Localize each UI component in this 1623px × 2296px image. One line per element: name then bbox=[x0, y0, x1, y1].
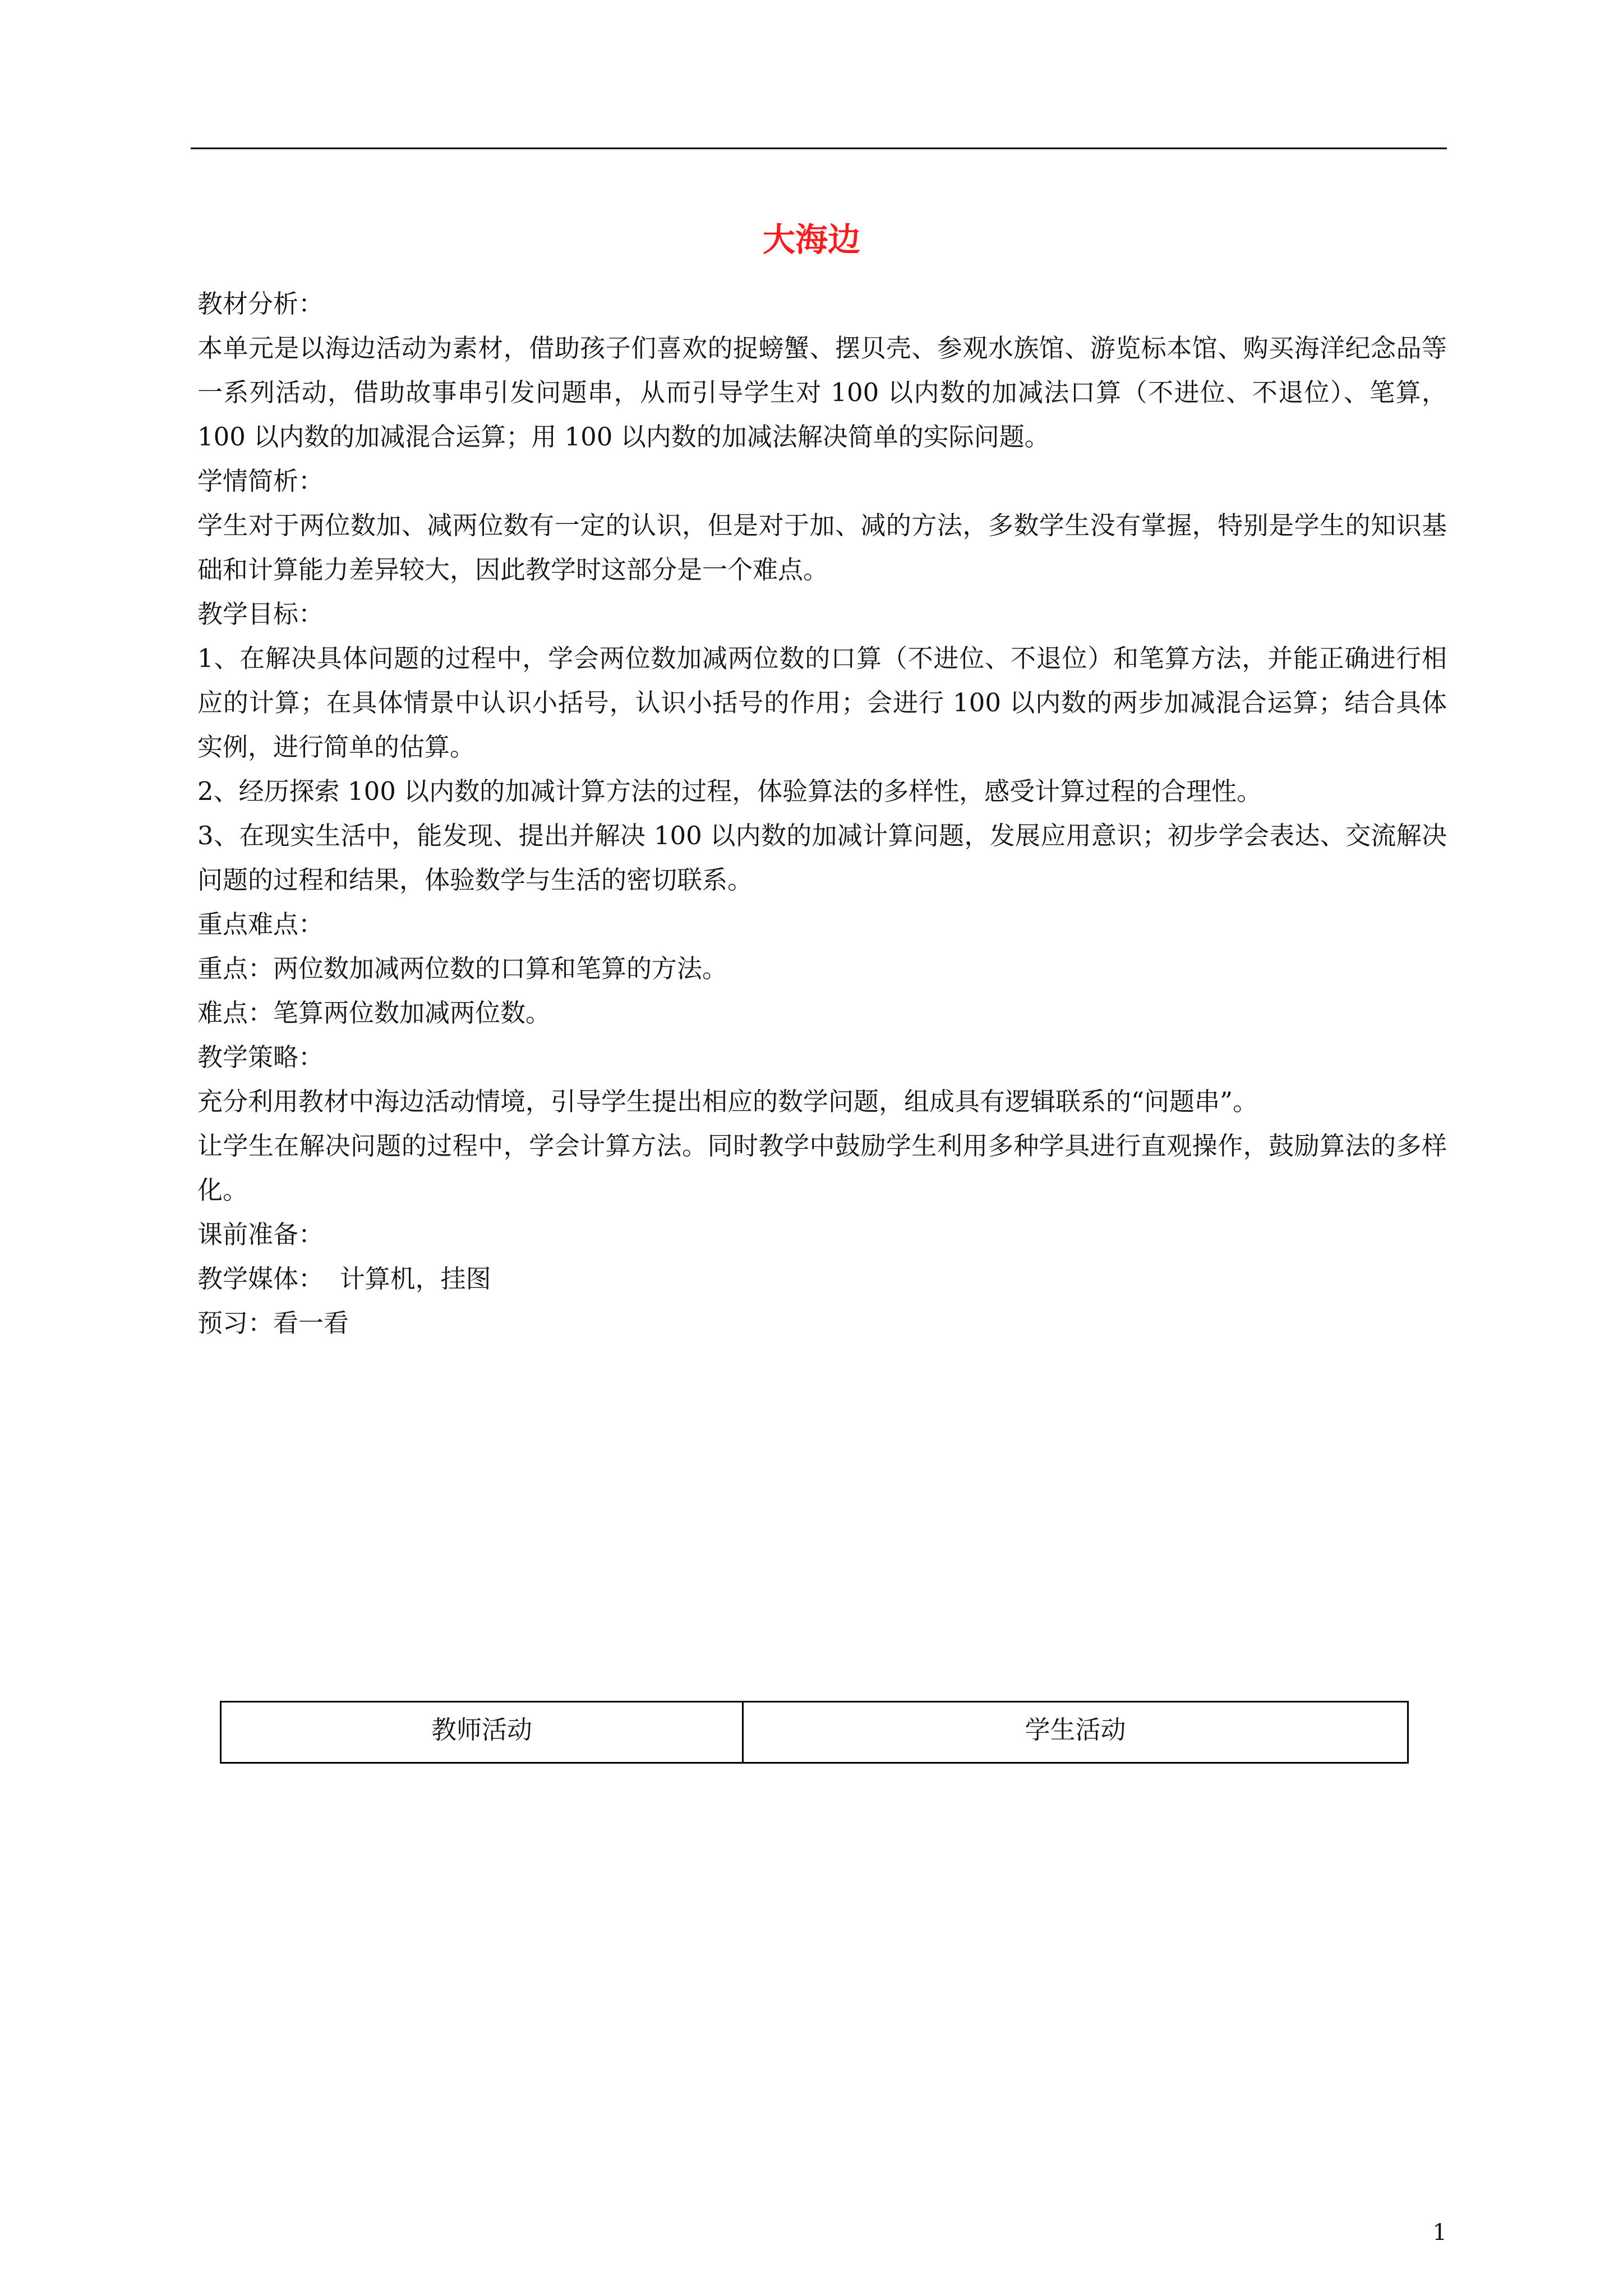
page-title: 大海边 bbox=[762, 220, 860, 259]
teaching-goal-item: 3、在现实生活中，能发现、提出并解决 100 以内数的加减计算问题，发展应用意识；初步学会表达、交流解决问题的过程和结果，体验数学与生活的密切联系。 bbox=[197, 821, 1447, 895]
key-point-difficulty: 难点：笔算两位数加减两位数。 bbox=[197, 998, 551, 1028]
material-analysis-heading: 教材分析： bbox=[197, 289, 324, 319]
material-analysis-text: 本单元是以海边活动为素材，借助孩子们喜欢的捉螃蟹、摆贝壳、参观水族馆、游览标本馆、购买海洋纪念品等一系列活动，借助故事串引发问题串，从而引导学生对 100 以内数的加减法口算（不进位、不退位）、笔算，100 以内数的加减混合运算；用 100 以内数的加减法解决简单的实际问题。 bbox=[197, 333, 1447, 452]
header-rule bbox=[191, 148, 1447, 149]
strategy-item: 让学生在解决问题的过程中，学会计算方法。同时教学中鼓励学生利用多种学具进行直观操作，鼓励算法的多样化。 bbox=[197, 1131, 1447, 1205]
teaching-goals-heading: 教学目标： bbox=[197, 599, 324, 629]
preparation-media: 教学媒体： 计算机，挂图 bbox=[197, 1264, 491, 1294]
page-number: 1 bbox=[1432, 2220, 1447, 2246]
preparation-preview: 预习：看一看 bbox=[197, 1308, 349, 1338]
teaching-goal-item: 2、经历探索 100 以内数的加减计算方法的过程，体验算法的多样性，感受计算过程的合理性。 bbox=[197, 776, 1262, 806]
table-header-row bbox=[221, 1702, 1408, 1763]
strategy-item: 充分利用教材中海边活动情境，引导学生提出相应的数学问题，组成具有逻辑联系的“问题串”。 bbox=[197, 1087, 1258, 1116]
key-point-focus: 重点：两位数加减两位数的口算和笔算的方法。 bbox=[197, 954, 728, 983]
student-analysis-heading: 学情简析： bbox=[197, 466, 324, 496]
preparation-heading: 课前准备： bbox=[197, 1220, 324, 1249]
key-points-heading: 重点难点： bbox=[197, 909, 324, 939]
activity-table bbox=[220, 1701, 1409, 1764]
teaching-goal-item: 1、在解决具体问题的过程中，学会两位数加减两位数的口算（不进位、不退位）和笔算方法，并能正确进行相应的计算；在具体情景中认识小括号，认识小括号的作用；会进行 100 以内数的两步加减混合运算；结合具体实例，进行简单的估算。 bbox=[197, 643, 1447, 762]
student-analysis-text: 学生对于两位数加、减两位数有一定的认识，但是对于加、减的方法，多数学生没有掌握，特别是学生的知识基础和计算能力差异较大，因此教学时这部分是一个难点。 bbox=[197, 510, 1447, 585]
student-activity-header: 学生活动 bbox=[743, 1702, 1408, 1763]
teacher-activity-header: 教师活动 bbox=[221, 1702, 743, 1763]
strategy-heading: 教学策略： bbox=[197, 1042, 324, 1072]
document-body bbox=[197, 282, 1447, 1345]
